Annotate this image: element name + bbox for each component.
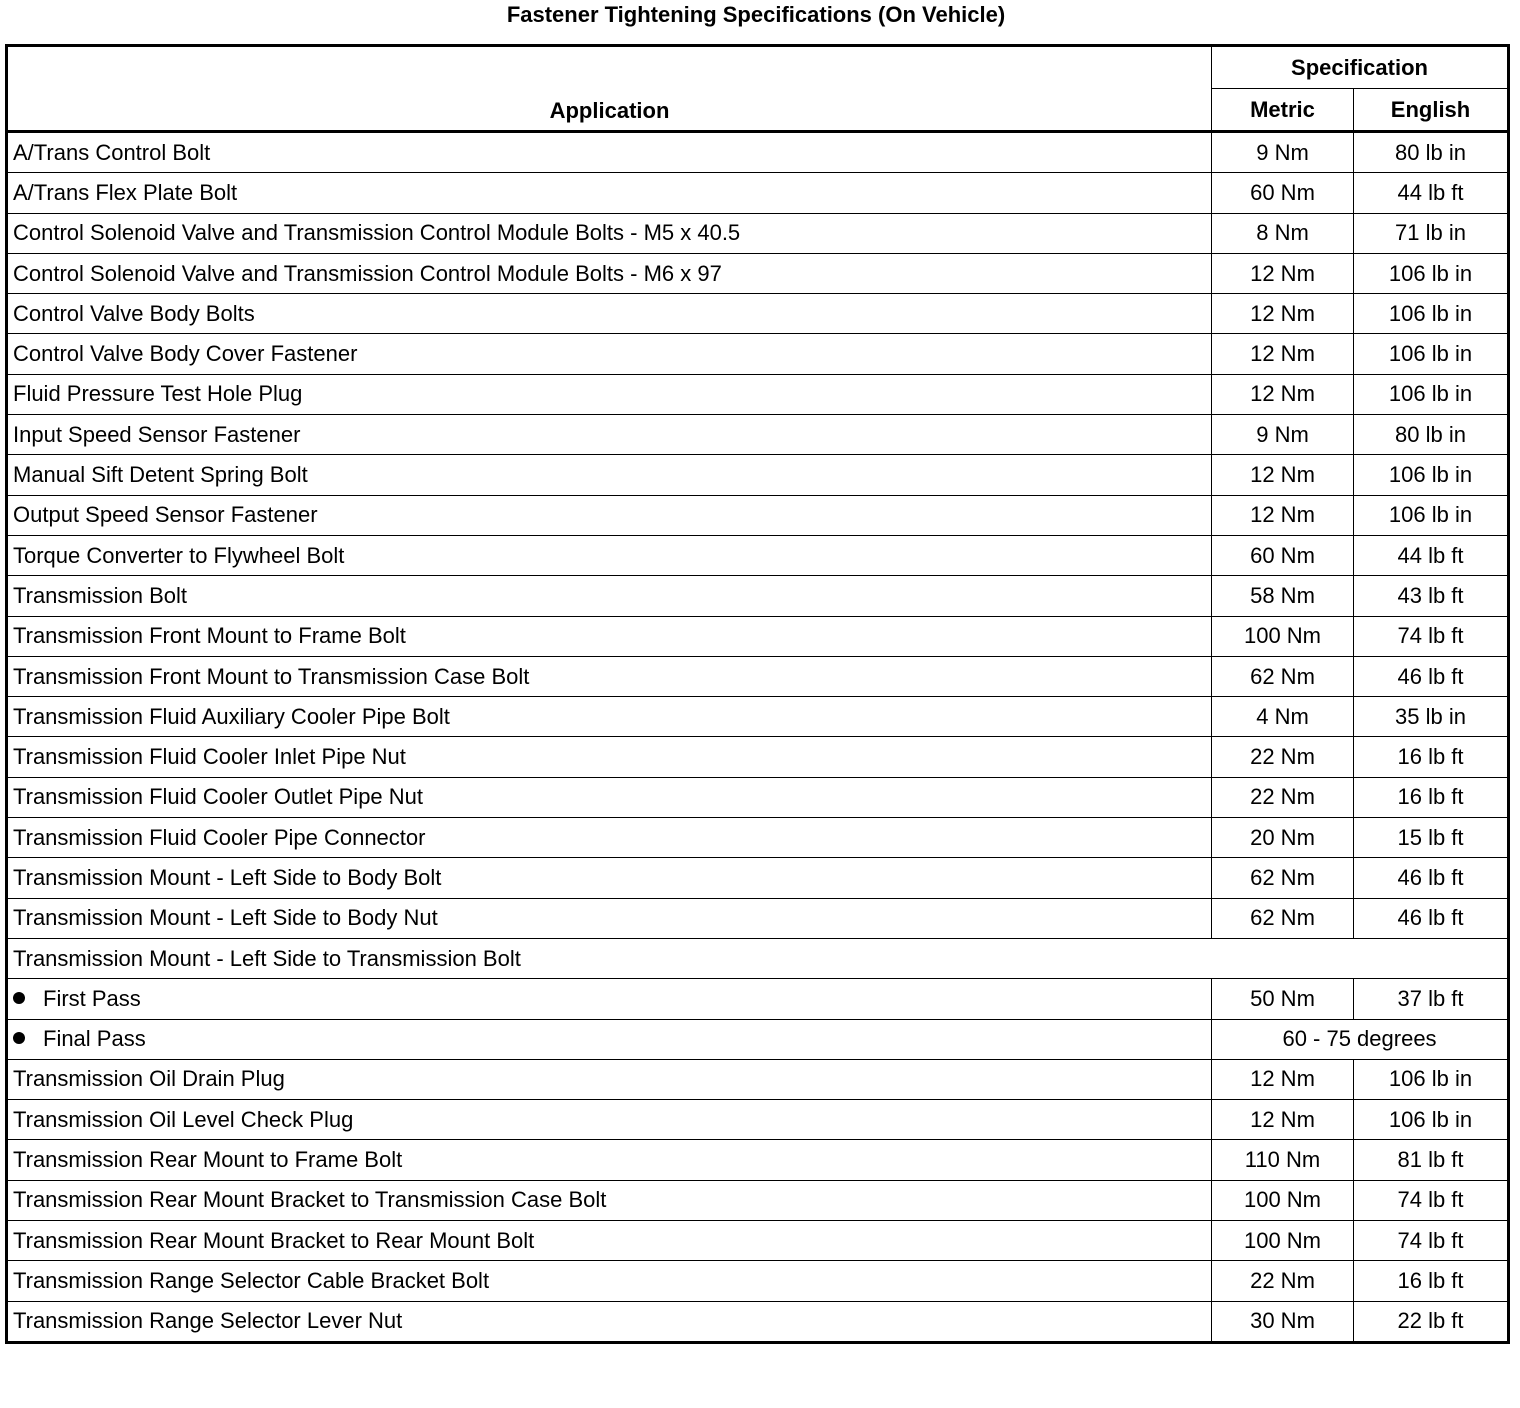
application-cell [7,173,1212,213]
table-row [7,898,1509,938]
metric-cell: 12 Nm [1212,455,1354,495]
table-row [7,1261,1509,1301]
table-header [7,46,1509,132]
application-label: Final Pass [43,1026,146,1052]
application-cell [7,1221,1212,1261]
english-cell: 44 lb ft [1354,535,1509,575]
application-cell [7,697,1212,737]
table-row [7,1059,1509,1099]
english-cell: 37 lb ft [1354,979,1509,1019]
table-row [7,1221,1509,1261]
english-cell: 15 lb ft [1354,818,1509,858]
metric-cell: 100 Nm [1212,1221,1354,1261]
application-cell [7,334,1212,374]
bullet-icon [13,992,25,1004]
table-row [7,173,1509,213]
english-cell: 46 lb ft [1354,858,1509,898]
english-cell: 106 lb in [1354,253,1509,293]
metric-cell: 4 Nm [1212,697,1354,737]
application-label: Transmission Rear Mount Bracket to Transmission Case Bolt [13,1187,607,1213]
table-row [7,455,1509,495]
application-label: Control Valve Body Bolts [13,300,255,326]
application-cell [7,495,1212,535]
english-cell: 16 lb ft [1354,777,1509,817]
english-cell: 46 lb ft [1354,898,1509,938]
table-row [7,777,1509,817]
application-cell [7,253,1212,293]
metric-cell: 22 Nm [1212,1261,1354,1301]
metric-cell: 12 Nm [1212,495,1354,535]
application-label: First Pass [43,985,141,1011]
table-row [7,1019,1509,1059]
application-label: Transmission Oil Drain Plug [13,1066,285,1092]
metric-cell: 60 Nm [1212,173,1354,213]
application-label: Manual Sift Detent Spring Bolt [13,462,308,488]
application-cell [7,1059,1212,1099]
english-cell: 43 lb ft [1354,576,1509,616]
table-row [7,858,1509,898]
application-cell [7,616,1212,656]
application-label: Transmission Mount - Left Side to Body Nut [13,905,438,931]
application-label: Transmission Mount - Left Side to Body Bolt [13,864,442,890]
english-cell: 16 lb ft [1354,1261,1509,1301]
table-row [7,1140,1509,1180]
metric-cell: 22 Nm [1212,737,1354,777]
application-cell [7,213,1212,253]
metric-cell: 60 Nm [1212,535,1354,575]
metric-cell: 12 Nm [1212,294,1354,334]
application-cell [7,938,1509,978]
metric-cell: 62 Nm [1212,656,1354,696]
english-cell: 71 lb in [1354,213,1509,253]
table-row [7,1180,1509,1220]
application-label: Transmission Fluid Cooler Pipe Connector [13,824,426,850]
application-cell [7,1301,1212,1342]
application-cell [7,656,1212,696]
table-row [7,818,1509,858]
english-cell: 44 lb ft [1354,173,1509,213]
english-cell: 16 lb ft [1354,737,1509,777]
table-row [7,213,1509,253]
metric-cell: 12 Nm [1212,1100,1354,1140]
metric-cell: 8 Nm [1212,213,1354,253]
application-cell [7,132,1212,173]
table-row [7,495,1509,535]
application-label: Control Solenoid Valve and Transmission Control Module Bolts - M6 x 97 [13,260,722,286]
english-cell: 106 lb in [1354,495,1509,535]
application-label: Transmission Front Mount to Transmission Case Bolt [13,663,530,689]
application-label: Transmission Front Mount to Frame Bolt [13,623,406,649]
table-row [7,1100,1509,1140]
metric-cell: 50 Nm [1212,979,1354,1019]
application-label: Transmission Fluid Cooler Outlet Pipe Nut [13,784,424,810]
application-cell [7,576,1212,616]
application-cell [7,1261,1212,1301]
table-row [7,979,1509,1019]
page-title: Fastener Tightening Specifications (On Vehicle) [506,2,1006,27]
english-cell: 80 lb in [1354,132,1509,173]
application-label: A/Trans Flex Plate Bolt [13,179,238,205]
application-label: Output Speed Sensor Fastener [13,502,318,528]
table-row [7,737,1509,777]
header-application: Application [7,46,1212,132]
application-cell [7,1140,1212,1180]
application-label: Transmission Mount - Left Side to Transmission Bolt [13,945,521,971]
metric-cell: 62 Nm [1212,898,1354,938]
application-cell [7,818,1212,858]
metric-cell: 58 Nm [1212,576,1354,616]
application-label: Fluid Pressure Test Hole Plug [13,381,303,407]
table-row [7,132,1509,173]
application-label: Transmission Fluid Cooler Inlet Pipe Nut [13,744,406,770]
metric-cell: 12 Nm [1212,1059,1354,1099]
english-cell: 106 lb in [1354,374,1509,414]
metric-cell: 22 Nm [1212,777,1354,817]
table-row [7,415,1509,455]
application-cell [7,898,1212,938]
table-row [7,535,1509,575]
application-cell [7,374,1212,414]
header-metric: Metric [1212,89,1354,132]
metric-cell: 30 Nm [1212,1301,1354,1342]
application-cell [7,1019,1212,1059]
application-cell [7,979,1212,1019]
application-label: Control Solenoid Valve and Transmission Control Module Bolts - M5 x 40.5 [13,220,741,246]
application-cell [7,294,1212,334]
english-cell: 35 lb in [1354,697,1509,737]
metric-cell: 62 Nm [1212,858,1354,898]
header-specification: Specification [1212,46,1509,89]
table-row [7,253,1509,293]
application-label: Transmission Rear Mount to Frame Bolt [13,1147,403,1173]
metric-cell: 9 Nm [1212,415,1354,455]
metric-cell: 12 Nm [1212,334,1354,374]
bullet-icon [13,1032,25,1044]
english-cell: 74 lb ft [1354,1180,1509,1220]
application-cell [7,777,1212,817]
application-cell [7,415,1212,455]
application-cell [7,455,1212,495]
english-cell: 106 lb in [1354,334,1509,374]
application-cell [7,1180,1212,1220]
table-row [7,616,1509,656]
spec-table [5,44,1510,1344]
english-cell: 81 lb ft [1354,1140,1509,1180]
application-label: Transmission Range Selector Lever Nut [13,1308,403,1334]
english-cell: 106 lb in [1354,294,1509,334]
table-row [7,1301,1509,1342]
metric-cell: 100 Nm [1212,1180,1354,1220]
metric-cell: 9 Nm [1212,132,1354,173]
application-label: Transmission Fluid Auxiliary Cooler Pipe Bolt [13,703,450,729]
table-row [7,656,1509,696]
application-label: Transmission Oil Level Check Plug [13,1106,354,1132]
application-label: Transmission Rear Mount Bracket to Rear Mount Bolt [13,1227,535,1253]
application-label: Torque Converter to Flywheel Bolt [13,542,345,568]
table-body [7,132,1509,1343]
metric-cell: 12 Nm [1212,253,1354,293]
application-label: Input Speed Sensor Fastener [13,421,301,447]
english-cell: 74 lb ft [1354,616,1509,656]
application-cell [7,737,1212,777]
english-cell: 22 lb ft [1354,1301,1509,1342]
table-row [7,938,1509,978]
table-row [7,374,1509,414]
table-row [7,697,1509,737]
application-label: Transmission Bolt [13,582,188,608]
english-cell: 106 lb in [1354,1100,1509,1140]
table-row [7,294,1509,334]
application-label: Transmission Range Selector Cable Bracket Bolt [13,1267,490,1293]
english-cell: 106 lb in [1354,455,1509,495]
table-row [7,576,1509,616]
metric-cell: 20 Nm [1212,818,1354,858]
application-cell [7,858,1212,898]
header-english: English [1354,89,1509,132]
combined-spec-cell: 60 - 75 degrees [1212,1019,1509,1059]
application-cell [7,1100,1212,1140]
table-row [7,334,1509,374]
english-cell: 80 lb in [1354,415,1509,455]
metric-cell: 12 Nm [1212,374,1354,414]
metric-cell: 100 Nm [1212,616,1354,656]
english-cell: 106 lb in [1354,1059,1509,1099]
metric-cell: 110 Nm [1212,1140,1354,1180]
application-label: Control Valve Body Cover Fastener [13,341,358,367]
english-cell: 74 lb ft [1354,1221,1509,1261]
application-cell [7,535,1212,575]
english-cell: 46 lb ft [1354,656,1509,696]
application-label: A/Trans Control Bolt [13,139,211,165]
